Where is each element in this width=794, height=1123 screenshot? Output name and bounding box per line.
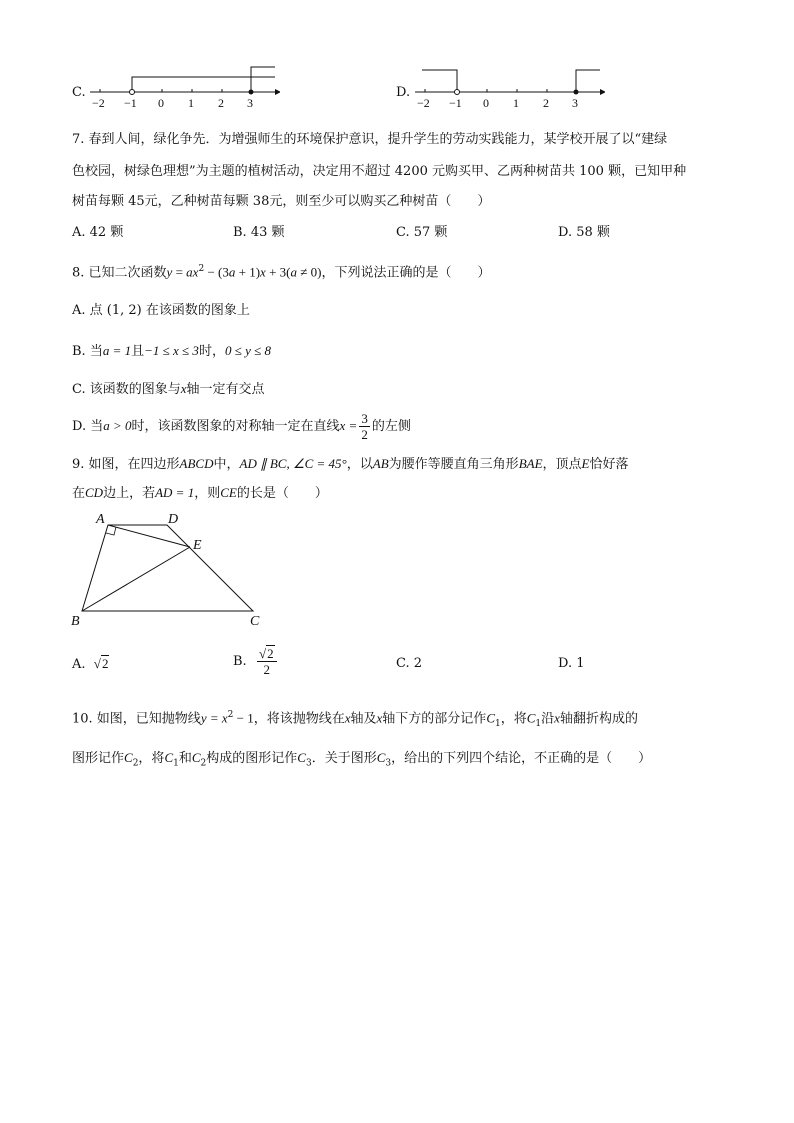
q7-option-d[interactable]: D. 58 颗 <box>558 225 610 240</box>
q6c-tick-neg1: −1 <box>124 96 137 110</box>
q9-label-b: B <box>71 614 80 629</box>
q6-option-c-label[interactable]: C. <box>72 85 86 100</box>
q6-option-c-number-line <box>90 62 280 114</box>
q9-stem-line1: 9. 如图，在四边形ABCD中，AD ∥ BC, ∠C = 45°，以AB为腰作等腰直角三角形BAE，顶点E恰好落 <box>72 456 629 472</box>
q6d-tick-neg2: −2 <box>417 96 430 110</box>
q7-option-a[interactable]: A. 42 颗 <box>72 225 124 240</box>
q6c-tick-0: 0 <box>158 96 164 110</box>
q7-option-c[interactable]: C. 57 颗 <box>396 225 448 240</box>
q9-option-b[interactable]: B. $\frac{√2}{2}$ <box>233 642 279 682</box>
q10-stem-line2: 图形记作$C_2$，将$C_1$和$C_2$构成的图形记作$C_3$．关于图形$C_3$，给出的下列四个结论，不正确的是（ ） <box>72 750 652 769</box>
q7-stem-line3: 树苗每颗 45元，乙种树苗每颗 38元，则至少可以购买乙种树苗（ ） <box>72 194 491 209</box>
q6c-tick-neg2: −2 <box>92 96 105 110</box>
q9-option-a[interactable]: A. √2 <box>72 656 109 672</box>
q9-quadrilateral-figure <box>60 505 280 635</box>
q8-option-b[interactable]: B. 当a = 1且−1 ≤ x ≤ 3时，0 ≤ y ≤ 8 <box>72 343 271 359</box>
q6c-tick-1: 1 <box>188 96 194 110</box>
q6-option-d-label[interactable]: D. <box>396 85 411 100</box>
q7-stem-line1: 7. 春到人间，绿化争先．为增强师生的环境保护意识，提升学生的劳动实践能力，某学校开展了以“建绿 <box>72 132 668 147</box>
q8-option-c[interactable]: C. 该函数的图象与x轴一定有交点 <box>72 381 265 397</box>
q6d-tick-3: 3 <box>572 96 578 110</box>
q9-label-d: D <box>168 512 179 527</box>
q8-option-a[interactable]: A. 点 (1, 2) 在该函数的图象上 <box>72 303 250 318</box>
q7-stem-line2: 色校园，树绿色理想”为主题的植树活动，决定用不超过 4200 元购买甲、乙两种树苗共 100 颗，已知甲种 <box>72 164 687 179</box>
q6c-tick-2: 2 <box>218 96 224 110</box>
q8-fraction-3-2: $\frac{3}{2}$ <box>361 411 368 442</box>
q9-option-c[interactable]: C. 2 <box>396 656 423 671</box>
q6c-tick-3: 3 <box>247 96 253 110</box>
q9-label-c: C <box>250 614 260 629</box>
q9-label-e: E <box>193 538 202 553</box>
q7-option-b[interactable]: B. 43 颗 <box>233 225 285 240</box>
q6d-tick-2: 2 <box>543 96 549 110</box>
q6d-tick-1: 1 <box>513 96 519 110</box>
q9-option-d[interactable]: D. 1 <box>558 656 585 671</box>
q10-stem-line1: 10. 如图，已知抛物线$y = x^2 - 1$，将该抛物线在x轴及x轴下方的部分记作$C_1$，将$C_1$沿x轴翻折构成的 <box>72 710 638 729</box>
q6-option-d-number-line <box>415 62 605 114</box>
q6d-tick-0: 0 <box>483 96 489 110</box>
q6d-tick-neg1: −1 <box>449 96 462 110</box>
q9-stem-line2: 在CD边上，若AD = 1，则CE的长是（ ） <box>72 485 328 501</box>
q8-stem: 8. 已知二次函数$y = ax^2 - (3a + 1)x + 3(a \ne 0)$，下列说法正确的是（ ） <box>72 264 491 281</box>
q9-label-a: A <box>96 512 105 527</box>
q8-option-d[interactable]: D. 当a > 0时，该函数图象的对称轴一定在直线x = $\frac{3}{2}$ 的左侧 <box>72 411 411 442</box>
